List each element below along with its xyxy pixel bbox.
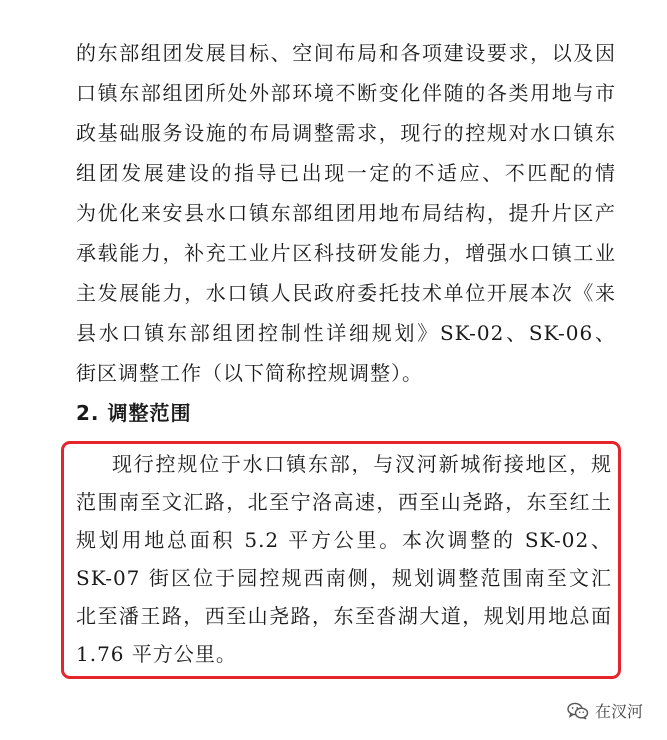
- paragraph-line: 组团发展建设的指导已出现一定的不适应、不匹配的情: [76, 161, 616, 185]
- watermark: [567, 699, 643, 722]
- paragraph-line: 街区调整工作（以下简称控规调整）。: [76, 361, 423, 385]
- highlighted-paragraph-line: SK-07 街区位于园控规西南侧，规划调整范围南至文汇: [76, 566, 612, 590]
- highlighted-paragraph-line: 1.76 平方公里。: [76, 642, 237, 666]
- wechat-icon: [567, 702, 589, 720]
- section-heading: 2. 调整范围: [76, 401, 192, 425]
- paragraph-line: 县水口镇东部组团控制性详细规划》SK-02、SK-06、: [76, 321, 616, 345]
- paragraph-line: 主发展能力，水口镇人民政府委托技术单位开展本次《来: [76, 281, 616, 305]
- highlighted-paragraph-line: 北至潘王路，西至山尧路，东至沓湖大道，规划用地总面: [76, 604, 612, 628]
- highlighted-paragraph-line: 范围南至文汇路，北至宁洛高速，西至山尧路，东至红土: [76, 490, 612, 514]
- paragraph-line: 的东部组团发展目标、空间布局和各项建设要求，以及因: [76, 41, 616, 65]
- paragraph-line: 政基础服务设施的布局调整需求，现行的控规对水口镇东: [76, 121, 616, 145]
- paragraph-line: 承载能力，补充工业片区科技研发能力，增强水口镇工业: [76, 241, 616, 265]
- watermark-label: 在汊河: [594, 702, 643, 721]
- highlighted-paragraph-line: 规划用地总面积 5.2 平方公里。本次调整的 SK-02、: [76, 528, 612, 552]
- highlighted-paragraph-line: 现行控规位于水口镇东部，与汊河新城衔接地区，规: [112, 452, 612, 476]
- paragraph-line: 口镇东部组团所处外部环境不断变化伴随的各类用地与市: [76, 81, 616, 105]
- paragraph-line: 为优化来安县水口镇东部组团用地布局结构，提升片区产: [76, 201, 616, 225]
